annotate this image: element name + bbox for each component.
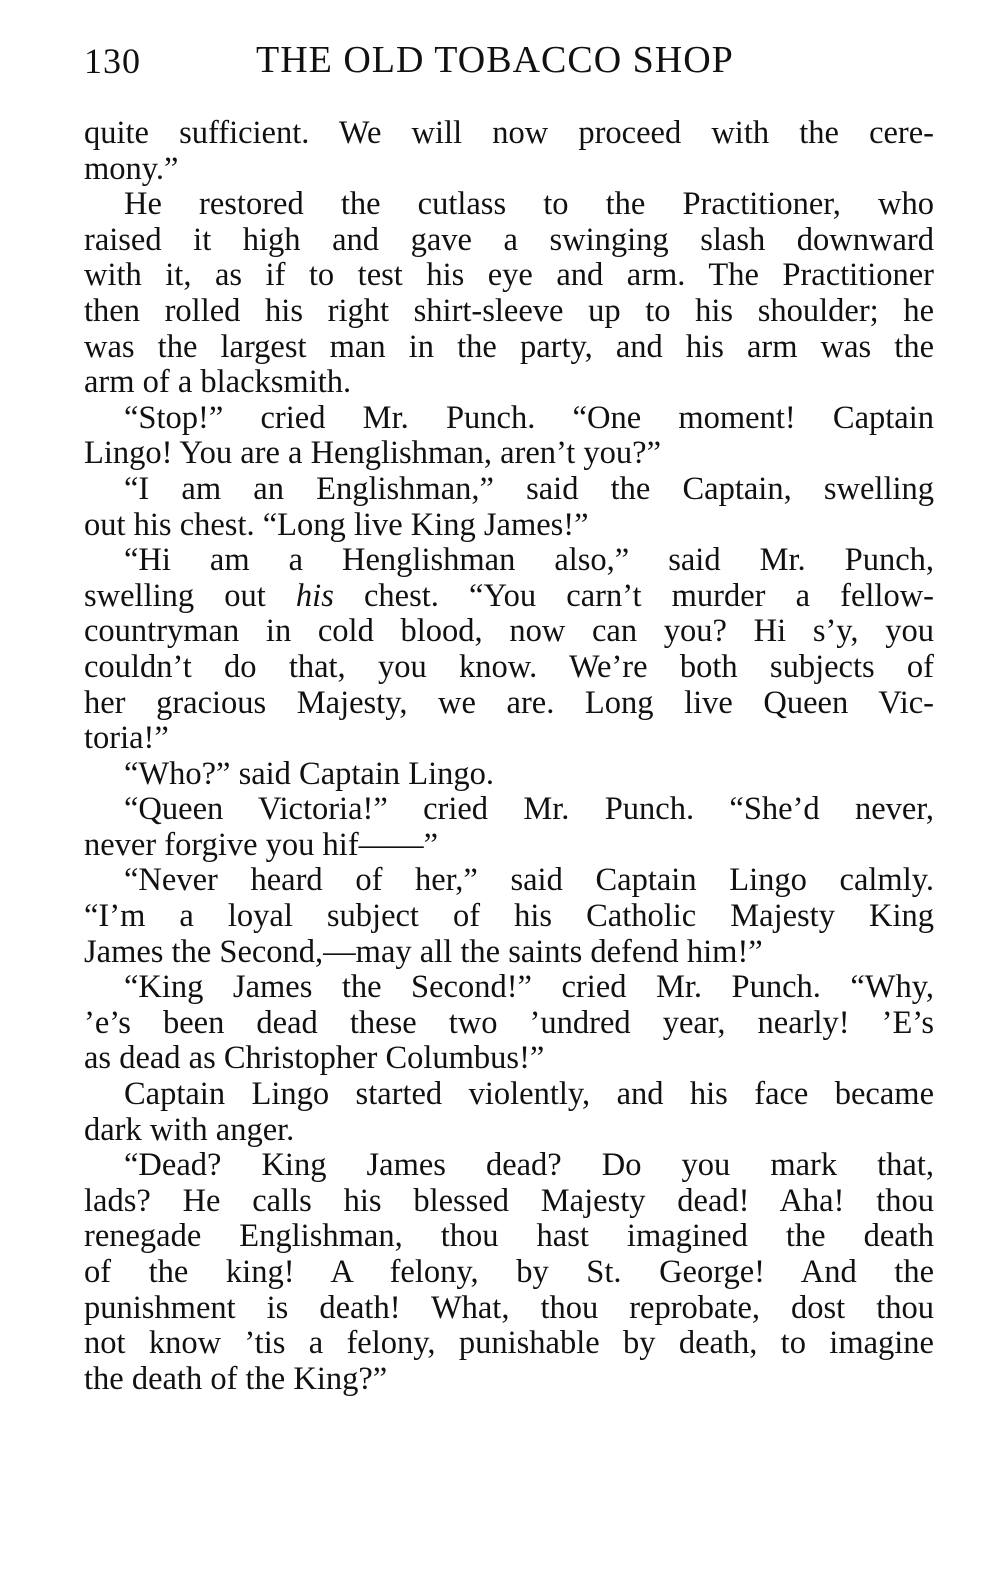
paragraph — [84, 1148, 934, 1397]
text-line: “Hi am a Henglishman also,” said Mr. Punch, — [124, 542, 934, 579]
text-line: then rolled his right shirt-sleeve up to his shoulder; he — [84, 292, 934, 329]
body-text — [84, 116, 934, 1397]
text-line: “Never heard of her,” said Captain Lingo calmly. — [124, 862, 934, 899]
text-line: “Stop!” cried Mr. Punch. “One moment! Captain — [124, 399, 934, 436]
text-line: lads? He calls his blessed Majesty dead! Aha! thou — [84, 1182, 934, 1219]
text-line: ’e’s been dead these two ’undred year, nearly! ’E’s — [84, 1004, 934, 1041]
text-line: not know ’tis a felony, punishable by death, to imagine — [84, 1325, 934, 1362]
text-line: renegade Englishman, thou hast imagined the death — [84, 1218, 934, 1255]
text-line: out his chest. “Long live King James!” — [84, 506, 589, 543]
text-line: couldn’t do that, you know. We’re both subjects of — [84, 648, 934, 685]
paragraph — [84, 187, 934, 401]
text-line: dark with anger. — [84, 1111, 295, 1148]
italic-word: his — [295, 577, 334, 614]
text-line: with it, as if to test his eye and arm. The Practitioner — [84, 257, 934, 294]
text-line: He restored the cutlass to the Practitioner, who — [124, 186, 934, 223]
paragraph — [84, 401, 934, 472]
text-line: Lingo! You are a Henglishman, aren’t you?” — [84, 435, 662, 472]
paragraph — [84, 116, 934, 187]
text-line: arm of a blacksmith. — [84, 364, 352, 401]
text-segment: swelling out — [84, 577, 296, 614]
paragraph — [84, 757, 934, 793]
paragraph — [84, 970, 934, 1077]
paragraph — [84, 472, 934, 543]
text-line — [84, 579, 934, 615]
paragraph — [84, 863, 934, 970]
text-line: her gracious Majesty, we are. Long live Queen Vic- — [84, 684, 934, 721]
text-line: punishment is death! What, thou reprobate, dost thou — [84, 1289, 934, 1326]
text-line: James the Second,—may all the saints defend him!” — [84, 933, 763, 970]
text-line: “I am an Englishman,” said the Captain, swelling — [124, 470, 934, 507]
text-line: “I’m a loyal subject of his Catholic Majesty King — [84, 898, 934, 935]
text-line: the death of the King?” — [84, 1360, 388, 1397]
text-line: never forgive you hif——” — [84, 826, 439, 863]
text-line: “Who?” said Captain Lingo. — [124, 755, 495, 792]
running-head — [84, 38, 934, 88]
page-number: 130 — [84, 41, 141, 81]
text-line: as dead as Christopher Columbus!” — [84, 1040, 545, 1077]
text-line: toria!” — [84, 720, 169, 757]
text-line: was the largest man in the party, and his arm was the — [84, 328, 934, 365]
text-line: Captain Lingo started violently, and his face became — [124, 1076, 934, 1113]
text-segment: chest. “You carn’t murder a fellow- — [333, 577, 934, 614]
text-line: of the king! A felony, by St. George! And the — [84, 1254, 934, 1290]
text-line: quite sufficient. We will now proceed with the cere- — [84, 115, 934, 151]
paragraph — [84, 1077, 934, 1148]
text-line: mony.” — [84, 150, 179, 187]
text-line: “King James the Second!” cried Mr. Punch. “Why, — [124, 969, 934, 1006]
paragraph — [84, 543, 934, 757]
text-line: countryman in cold blood, now can you? Hi s’y, you — [84, 613, 934, 650]
book-title: THE OLD TOBACCO SHOP — [256, 39, 734, 81]
text-line: raised it high and gave a swinging slash downward — [84, 221, 934, 258]
text-line: “Dead? King James dead? Do you mark that, — [124, 1147, 934, 1184]
paragraph — [84, 792, 934, 863]
text-line: “Queen Victoria!” cried Mr. Punch. “She’d never, — [124, 791, 934, 828]
